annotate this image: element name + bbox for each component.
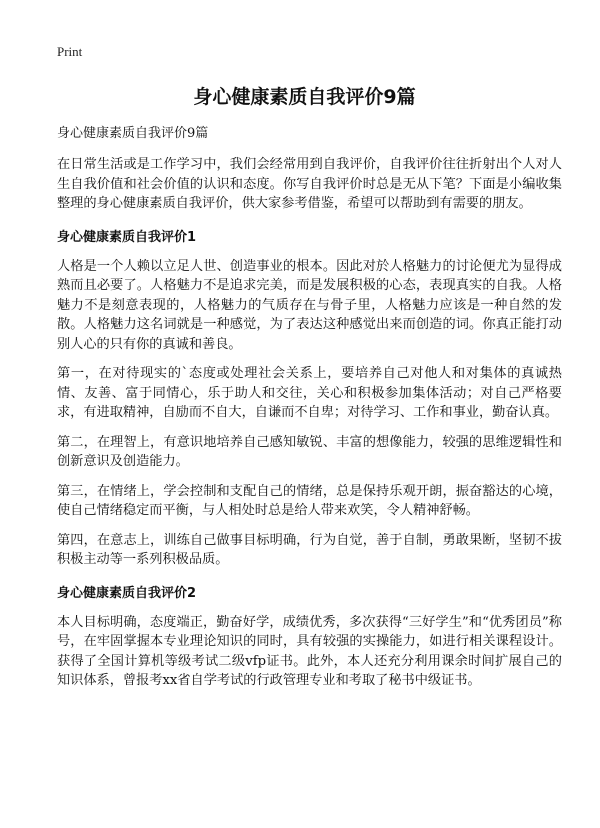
section-2-paragraph-1: 本人目标明确，态度端正，勤奋好学，成绩优秀，多次获得“三好学生”和“优秀团员”称号，在牢固掌握本专业理论知识的同时，具有较强的实操能力，如进行相关课程设计。获得了全国计算机等级考试二级vfp证书。此外，本人还充分利用课余时间扩展自己的知识体系，曾报考xx省自学考试的行政管理专业和考取了秘书中级证书。 [57,614,562,688]
document-subtitle: 身心健康素质自我评价9篇 [57,126,209,141]
section-1-paragraph-1: 人格是一个人赖以立足人世、创造事业的根本。因此对於人格魅力的讨论便尤为显得成熟而且必要了。人格魅力不是追求完美，而是发展积极的心态，表现真实的自我。人格魅力不是刻意表现的，人格魅力的气质存在与骨子里，人格魅力应该是一种自然的发散。人格魅力这名词就是一种感觉，为了表达这种感觉出来而创造的词。你真正能打动别人心的只有你的真诚和善良。 [57,258,562,352]
section-heading-1: 身心健康素质自我评价1 [57,229,197,245]
section-heading-2: 身心健康素质自我评价2 [57,585,197,601]
page-title: 身心健康素质自我评价9篇 [193,86,416,108]
print-link[interactable]: Print [57,44,83,59]
section-1-paragraph-3: 第二，在理智上，有意识地培养自己感知敏锐、丰富的想像能力，较强的思维逻辑性和创新意识及创造能力。 [57,434,562,469]
section-1-paragraph-4: 第三，在情绪上，学会控制和支配自己的情绪，总是保持乐观开朗，振奋豁达的心境，使自己情绪稳定而平衡，与人相处时总是给人带来欢笑，令人精神舒畅。 [57,483,562,518]
intro-paragraph: 在日常生活或是工作学习中，我们会经常用到自我评价，自我评价往往折射出个人对人生自我价值和社会价值的认识和态度。你写自我评价时总是无从下笔？下面是小编收集整理的身心健康素质自我评价，供大家参考借鉴，希望可以帮助到有需要的朋友。 [57,157,562,211]
section-1-paragraph-5: 第四，在意志上，训练自己做事目标明确，行为自觉，善于自制，勇敢果断，坚韧不拔积极主动等一系列积极品质。 [57,532,562,567]
section-1-paragraph-2: 第一，在对待现实的`态度或处理社会关系上，要培养自己对他人和对集体的真诚热情、友善、富于同情心，乐于助人和交往，关心和积极参加集体活动；对自己严格要求，有进取精神，自励而不自大，自谦而不自卑；对待学习、工作和事业，勤奋认真。 [57,366,562,420]
